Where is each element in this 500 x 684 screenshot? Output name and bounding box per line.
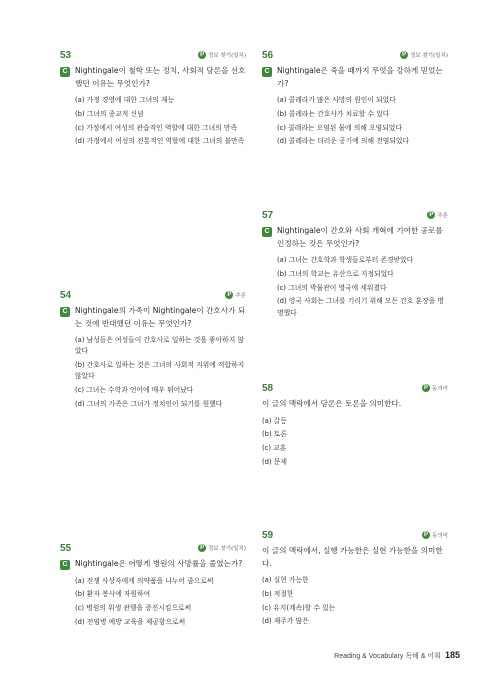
option-list bbox=[262, 416, 448, 469]
option-b[interactable]: (b) 콜레라는 간호사가 치료할 수 있다 bbox=[277, 109, 390, 118]
tag-label: 추론 bbox=[235, 293, 246, 299]
question-58 bbox=[262, 383, 448, 471]
option-b[interactable]: (b) 그녀의 학교는 유산으로 지정되었다 bbox=[277, 269, 394, 278]
footer-label: Reading & Vocabulary 독해 & 어휘 bbox=[334, 653, 441, 660]
c-badge-icon: C bbox=[60, 67, 70, 77]
question-type-tag bbox=[400, 51, 448, 59]
stem-text: 이 글의 맥락에서 담론은 토론을 의미한다. bbox=[262, 399, 402, 408]
question-55 bbox=[60, 543, 246, 631]
option-c[interactable]: (c) 병원의 위생 관행을 증진시킴으로써 bbox=[75, 604, 192, 613]
question-53 bbox=[60, 50, 246, 150]
option-a[interactable]: (a) 가정 경영에 대한 그녀의 재능 bbox=[75, 96, 175, 104]
p-badge-icon: P bbox=[227, 292, 232, 298]
option-a[interactable]: (a) 콜레라가 많은 사망의 원인이 되었다 bbox=[277, 96, 396, 104]
option-a[interactable]: (a) 전쟁 사상자에게 의약품을 나누어 줌으로써 bbox=[75, 576, 214, 585]
option-d[interactable]: (d) 전염병 예방 교육을 제공함으로써 bbox=[75, 617, 186, 626]
question-stem bbox=[262, 65, 448, 90]
option-d[interactable]: (d) 그녀의 가족은 그녀가 정치인이 되기를 원했다 bbox=[75, 399, 223, 408]
question-number: 57 bbox=[262, 210, 274, 221]
option-a[interactable]: (a) 갈등 bbox=[262, 416, 287, 425]
option-list bbox=[277, 255, 448, 319]
option-b[interactable]: (b) 환자 봉사에 자원하여 bbox=[75, 590, 151, 599]
option-b[interactable]: (b) 적절한 bbox=[262, 589, 294, 598]
option-c[interactable]: (c) 유지(계속)할 수 있는 bbox=[262, 603, 336, 612]
question-stem bbox=[262, 225, 448, 250]
option-b[interactable]: (b) 간호사로 일하는 것은 그녀의 사회적 지위에 적합하지 않았다 bbox=[75, 361, 245, 381]
option-b[interactable]: (b) 그녀의 종교적 신념 bbox=[75, 109, 144, 118]
option-list bbox=[75, 335, 246, 410]
tag-label: 정보 찾기(일치) bbox=[208, 53, 246, 59]
question-number: 56 bbox=[262, 50, 274, 61]
stem-text: Nightingale의 가족이 Nightingale이 간호사가 되는 것에 반대했던 이유는 무엇인가? bbox=[75, 306, 246, 328]
tag-label: 동의어 bbox=[432, 386, 448, 392]
option-list bbox=[277, 95, 448, 148]
question-stem bbox=[60, 65, 246, 90]
p-badge-icon: P bbox=[424, 385, 429, 391]
p-badge-icon: P bbox=[200, 545, 205, 551]
question-number: 58 bbox=[262, 383, 274, 394]
tag-label: 동의어 bbox=[432, 533, 448, 539]
question-type-tag bbox=[422, 531, 448, 539]
option-c[interactable]: (c) 가정에서 여성의 관습적인 역할에 대한 그녀의 만족 bbox=[75, 123, 238, 132]
question-57 bbox=[262, 210, 448, 321]
tag-label: 정보 찾기(일치) bbox=[208, 546, 246, 552]
question-type-tag bbox=[198, 51, 246, 59]
question-stem bbox=[60, 305, 246, 330]
option-list bbox=[75, 95, 246, 148]
question-type-tag bbox=[225, 291, 246, 299]
option-d[interactable]: (d) 영국 사회는 그녀를 기리기 위해 모든 간호 훈장을 명명했다 bbox=[277, 297, 444, 317]
tag-label: 정보 찾기(일치) bbox=[410, 53, 448, 59]
stem-text: Nightingale이 간호와 사회 개혁에 기여한 공로를 인정하는 것은 무엇인가? bbox=[277, 226, 443, 248]
question-56 bbox=[262, 50, 448, 150]
page-number: 185 bbox=[444, 650, 460, 660]
stem-text: Nightingale은 죽을 때까지 무엇을 강하게 믿었는가? bbox=[277, 66, 443, 88]
p-badge-icon: P bbox=[424, 532, 429, 538]
question-stem bbox=[262, 398, 448, 411]
p-badge-icon: P bbox=[429, 212, 434, 218]
question-number: 55 bbox=[60, 543, 72, 554]
question-type-tag bbox=[198, 544, 246, 552]
p-badge-icon: P bbox=[402, 52, 407, 58]
stem-text: Nightingale이 철학 또는 정치, 사회적 담론을 선호했던 이유는 무엇인가? bbox=[75, 66, 246, 88]
question-type-tag bbox=[427, 211, 448, 219]
question-59 bbox=[262, 530, 448, 630]
option-d[interactable]: (d) 재주가 많은 bbox=[262, 617, 309, 626]
option-b[interactable]: (b) 토론 bbox=[262, 430, 287, 439]
c-badge-icon: C bbox=[60, 560, 70, 570]
p-badge-icon: P bbox=[200, 52, 205, 58]
option-d[interactable]: (d) 문제 bbox=[262, 457, 287, 466]
option-a[interactable]: (a) 그녀는 간호학과 학생들로부터 존경받았다 bbox=[277, 256, 414, 264]
option-list bbox=[75, 576, 246, 629]
option-c[interactable]: (c) 교훈 bbox=[262, 444, 287, 453]
c-badge-icon: C bbox=[262, 227, 272, 237]
option-a[interactable]: (a) 남성들은 여성들이 간호사로 일하는 것을 좋아하지 않았다 bbox=[75, 336, 245, 356]
stem-text: Nightingale은 어떻게 병원의 사망률을 줄였는가? bbox=[75, 559, 243, 568]
question-number: 53 bbox=[60, 50, 72, 61]
option-c[interactable]: (c) 콜레라는 오염된 물에 의해 오염되었다 bbox=[277, 123, 402, 132]
option-d[interactable]: (d) 콜레라는 더러운 공기에 의해 전염되었다 bbox=[277, 137, 410, 146]
c-badge-icon: C bbox=[262, 67, 272, 77]
question-stem bbox=[262, 545, 448, 570]
option-a[interactable]: (a) 실현 가능한 bbox=[262, 576, 309, 584]
option-c[interactable]: (c) 그녀는 수학과 언어에 매우 뛰어났다 bbox=[75, 386, 194, 395]
question-number: 59 bbox=[262, 530, 274, 541]
question-stem bbox=[60, 558, 246, 571]
option-c[interactable]: (c) 그녀의 박물관이 영국에 세워졌다 bbox=[277, 283, 387, 292]
page-footer bbox=[334, 650, 460, 661]
question-54 bbox=[60, 290, 246, 413]
option-d[interactable]: (d) 가정에서 여성의 전통적인 역할에 대한 그녀의 불만족 bbox=[75, 137, 245, 146]
question-type-tag bbox=[422, 384, 448, 392]
c-badge-icon: C bbox=[60, 307, 70, 317]
question-number: 54 bbox=[60, 290, 72, 301]
tag-label: 추론 bbox=[437, 213, 448, 219]
stem-text: 이 글의 맥락에서, 실행 가능한은 실현 가능한을 의미한다. bbox=[262, 546, 443, 568]
option-list bbox=[262, 575, 448, 628]
